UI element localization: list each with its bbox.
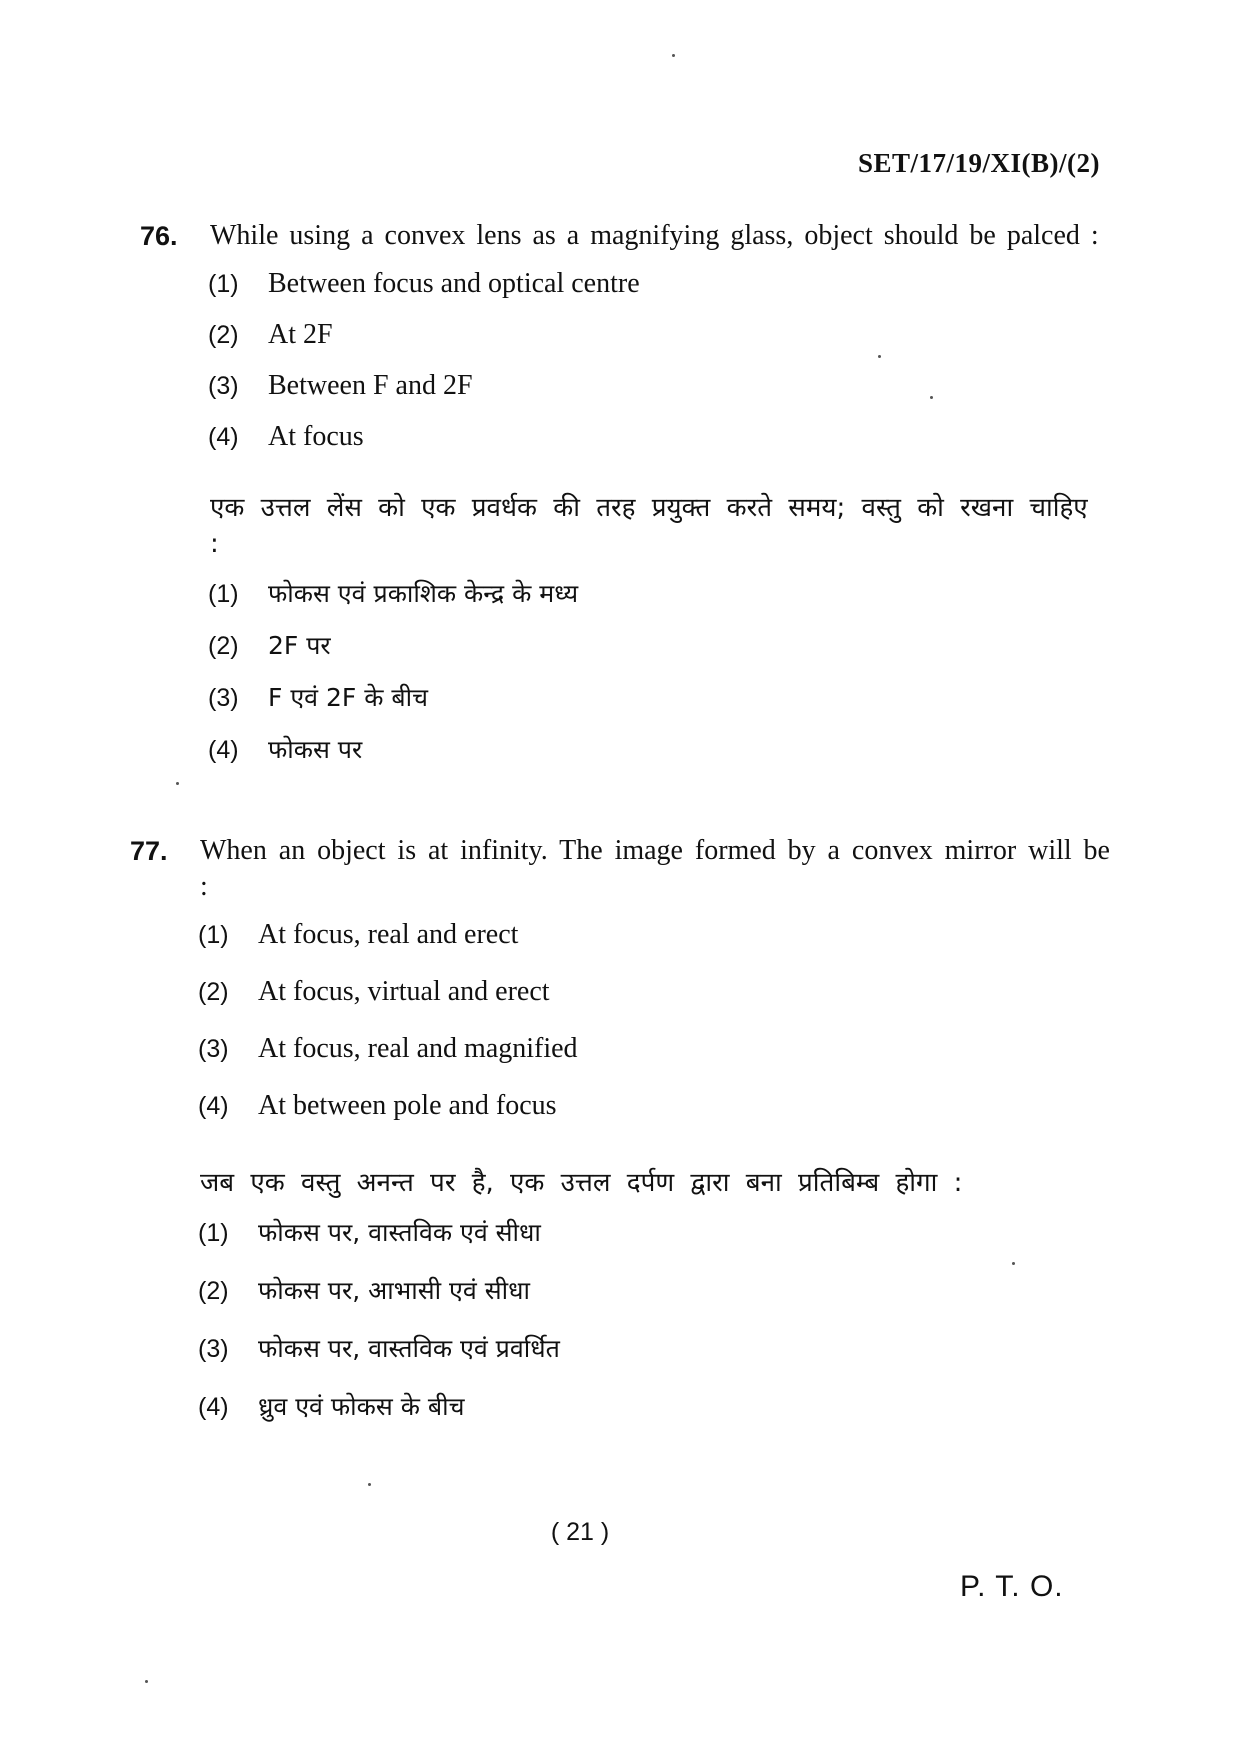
option-number: (4) [208, 736, 239, 764]
question-76 [140, 218, 1110, 784]
option-text: At between pole and focus [258, 1090, 557, 1121]
scan-speck [1012, 1262, 1015, 1265]
option-number: (4) [198, 1092, 229, 1120]
options-hindi [208, 576, 1110, 784]
option-number: (2) [208, 632, 239, 660]
option-text: At focus, real and magnified [258, 1033, 578, 1064]
question-number: 76. [140, 221, 178, 251]
option-item [208, 268, 1110, 319]
set-code: SET/17/19/XI(B)/(2) [857, 148, 1100, 178]
option-text: At 2F [268, 319, 333, 350]
option-number: (3) [208, 372, 239, 400]
option-item [198, 1389, 1110, 1447]
option-number: (4) [198, 1393, 229, 1421]
option-number: (1) [198, 1219, 229, 1247]
option-number: (3) [198, 1035, 229, 1063]
option-number: (1) [208, 580, 239, 608]
scan-speck [672, 54, 675, 57]
option-number: (3) [208, 684, 239, 712]
option-text: F एवं 2F के बीच [268, 683, 429, 712]
options-english [208, 268, 1110, 472]
option-text: फोकस एवं प्रकाशिक केन्द्र के मध्य [268, 579, 579, 608]
scan-speck [930, 396, 933, 399]
option-text: Between focus and optical centre [268, 268, 640, 299]
option-text: फोकस पर [268, 735, 363, 764]
option-text: At focus [268, 421, 364, 452]
option-number: (1) [208, 270, 239, 298]
option-item [208, 370, 1110, 421]
option-number: (1) [198, 921, 229, 949]
option-number: (4) [208, 423, 239, 451]
option-text: Between F and 2F [268, 370, 473, 401]
option-item [208, 680, 1110, 732]
option-number: (3) [198, 1335, 229, 1363]
scan-speck [368, 1483, 371, 1486]
option-item [198, 1033, 1110, 1090]
page-number: ( 21 ) [550, 1518, 610, 1546]
question-number: 77. [130, 836, 168, 866]
options-english [198, 919, 1110, 1147]
option-text: ध्रुव एवं फोकस के बीच [258, 1392, 465, 1421]
option-item [208, 319, 1110, 370]
option-item [198, 919, 1110, 976]
option-item [198, 1331, 1110, 1389]
option-item [208, 732, 1110, 784]
scan-speck [145, 1680, 148, 1683]
option-text: At focus, real and erect [258, 919, 519, 950]
scan-speck [176, 782, 179, 785]
option-text: फोकस पर, वास्तविक एवं प्रवर्धित [258, 1334, 560, 1363]
option-text: At focus, virtual and erect [258, 976, 550, 1007]
question-text-hindi: एक उत्तल लेंस को एक प्रवर्धक की तरह प्रयुक्त करते समय; वस्तु को रखना चाहिए : [210, 493, 1088, 559]
option-item [208, 576, 1110, 628]
option-item [198, 1090, 1110, 1147]
option-number: (2) [198, 1277, 229, 1305]
option-item [198, 1215, 1110, 1273]
question-text-english: While using a convex lens as a magnifying glass, object should be palced : [210, 220, 1099, 251]
question-text-hindi: जब एक वस्तु अनन्त पर है, एक उत्तल दर्पण द्वारा बना प्रतिबिम्ब होगा : [200, 1168, 963, 1198]
option-item [208, 421, 1110, 472]
option-number: (2) [208, 321, 239, 349]
option-text: 2F पर [268, 631, 331, 660]
option-text: फोकस पर, आभासी एवं सीधा [258, 1276, 530, 1305]
option-item [198, 1273, 1110, 1331]
scan-speck [878, 355, 881, 358]
option-item [208, 628, 1110, 680]
question-row [130, 833, 1110, 905]
question-77 [130, 833, 1110, 1447]
option-text: फोकस पर, वास्तविक एवं सीधा [258, 1218, 541, 1247]
options-hindi [198, 1215, 1110, 1447]
please-turn-over: P. T. O. [960, 1570, 1064, 1603]
option-number: (2) [198, 978, 229, 1006]
question-text-english: When an object is at infinity. The image formed by a convex mirror will be : [200, 835, 1110, 902]
option-item [198, 976, 1110, 1033]
question-row [140, 218, 1110, 254]
